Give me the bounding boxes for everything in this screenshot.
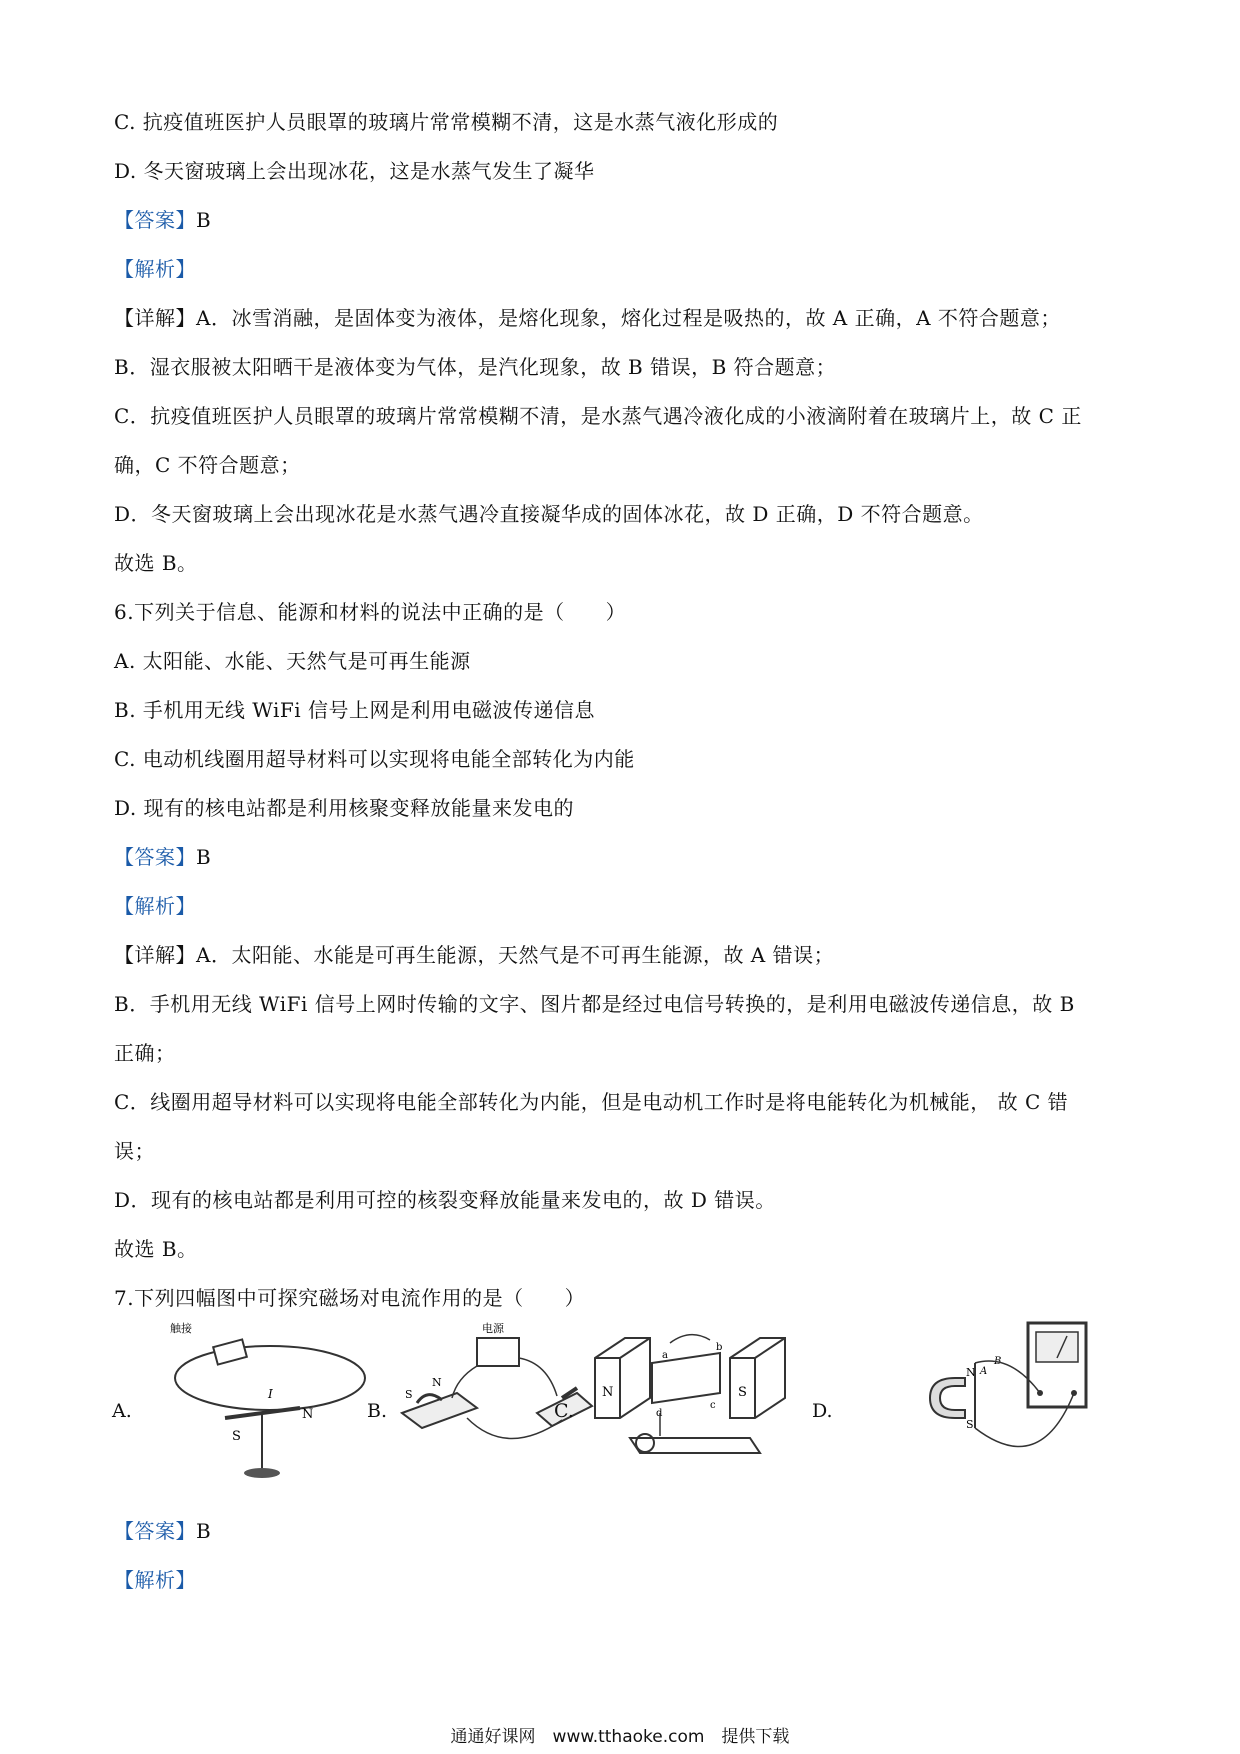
answer-tag: 【答案】: [114, 208, 196, 232]
line-2: D. 冬天窗玻璃上会出现冰花，这是水蒸气发生了凝华: [114, 159, 595, 183]
figure-c-text-d: d: [656, 1408, 663, 1419]
figure-a-label: A.: [112, 1400, 132, 1422]
line-10: 故选 B。: [114, 551, 198, 575]
detail-tag: 【详解】: [114, 306, 196, 330]
line-7: C．抗疫值班医护人员眼罩的玻璃片常常模糊不清，是水蒸气遇冷液化成的小液滴附着在玻璃片上，故 C 正: [114, 404, 1082, 428]
answer-line-q6: 【答案】B: [114, 845, 212, 869]
figure-d-label: D.: [812, 1400, 833, 1422]
figure-b-text-n: N: [432, 1376, 442, 1389]
figure-c-text-n: N: [602, 1385, 614, 1400]
detail-line-q5: 【详解】A．冰雪消融，是固体变为液体，是熔化现象，熔化过程是吸热的，故 A 正确，A 不符合题意；: [114, 306, 1061, 330]
line-1: C. 抗疫值班医护人员眼罩的玻璃片常常模糊不清，这是水蒸气液化形成的: [114, 110, 779, 134]
line-19: B．手机用无线 WiFi 信号上网时传输的文字、图片都是经过电信号转换的，是利用电磁波传递信息，故 B: [114, 992, 1075, 1016]
figure-a-text-s: S: [232, 1429, 241, 1444]
figure-d-text-n: N: [966, 1366, 976, 1379]
line-8: 确，C 不符合题意；: [114, 453, 301, 477]
answer-tag: 【答案】: [114, 845, 196, 869]
figure-d-text-s: S: [966, 1418, 974, 1431]
line-23: D．现有的核电站都是利用可控的核裂变释放能量来发电的，故 D 错误。: [114, 1188, 776, 1212]
page-footer: 通通好课网 www.tthaoke.com 提供下载: [450, 1727, 790, 1747]
analysis-tag: 【解析】: [114, 257, 196, 281]
question-7: 7.下列四幅图中可探究磁场对电流作用的是（ ）: [114, 1286, 586, 1310]
figure-b-text-power: 电源: [482, 1322, 504, 1335]
question-6: 6.下列关于信息、能源和材料的说法中正确的是（ ）: [114, 600, 627, 624]
figure-c-text-b: b: [716, 1342, 723, 1353]
figure-a-text-contact: 触接: [170, 1322, 192, 1335]
figure-c-label: C.: [554, 1400, 574, 1422]
analysis-line-q6: [114, 890, 196, 919]
figure-a-oersted-experiment: [150, 1318, 370, 1488]
option-6c: C. 电动机线圈用超导材料可以实现将电能全部转化为内能: [114, 747, 635, 771]
line-9: D．冬天窗玻璃上会出现冰花是水蒸气遇冷直接凝华成的固体冰花，故 D 正确，D 不符合题意。: [114, 502, 984, 526]
figure-d-text-b: B: [994, 1356, 1002, 1367]
figure-a-text-i: I: [268, 1387, 273, 1401]
figure-c-generator: [590, 1318, 790, 1488]
analysis-tag: 【解析】: [114, 1568, 196, 1592]
option-6b: B. 手机用无线 WiFi 信号上网是利用电磁波传递信息: [114, 698, 596, 722]
analysis-tag: 【解析】: [114, 894, 196, 918]
figure-d-electromagnetic-induction: [900, 1318, 1110, 1488]
figure-b-motor-principle: [397, 1318, 607, 1488]
figure-c-text-c: c: [710, 1400, 716, 1411]
answer-tag: 【答案】: [114, 1519, 196, 1543]
figure-d-text-a: A: [980, 1366, 988, 1377]
answer-line-q5: 【答案】B: [114, 208, 212, 232]
analysis-line-q7: [114, 1564, 196, 1593]
figure-c-text-s: S: [738, 1385, 747, 1400]
line-24: 故选 B。: [114, 1237, 198, 1261]
line-21: C．线圈用超导材料可以实现将电能全部转化为内能，但是电动机工作时是将电能转化为机械能， 故 C 错: [114, 1090, 1069, 1114]
line-20: 正确；: [114, 1041, 176, 1065]
detail-tag: 【详解】: [114, 943, 196, 967]
figure-b-label: B.: [367, 1400, 388, 1422]
figure-b-text-s: S: [405, 1388, 413, 1401]
option-6a: A. 太阳能、水能、天然气是可再生能源: [114, 649, 471, 673]
figure-a-text-n: N: [302, 1407, 314, 1422]
detail-line-q6: 【详解】A．太阳能、水能是可再生能源，天然气是不可再生能源，故 A 错误；: [114, 943, 835, 967]
figures-row: [112, 1318, 1132, 1488]
figure-c-text-a: a: [662, 1350, 668, 1361]
line-6: B．湿衣服被太阳晒干是液体变为气体，是汽化现象，故 B 错误，B 符合题意；: [114, 355, 837, 379]
answer-line-q7: 【答案】B: [114, 1519, 212, 1543]
analysis-line-q5: [114, 253, 196, 282]
option-6d: D. 现有的核电站都是利用核聚变释放能量来发电的: [114, 796, 575, 820]
line-22: 误；: [114, 1139, 155, 1163]
